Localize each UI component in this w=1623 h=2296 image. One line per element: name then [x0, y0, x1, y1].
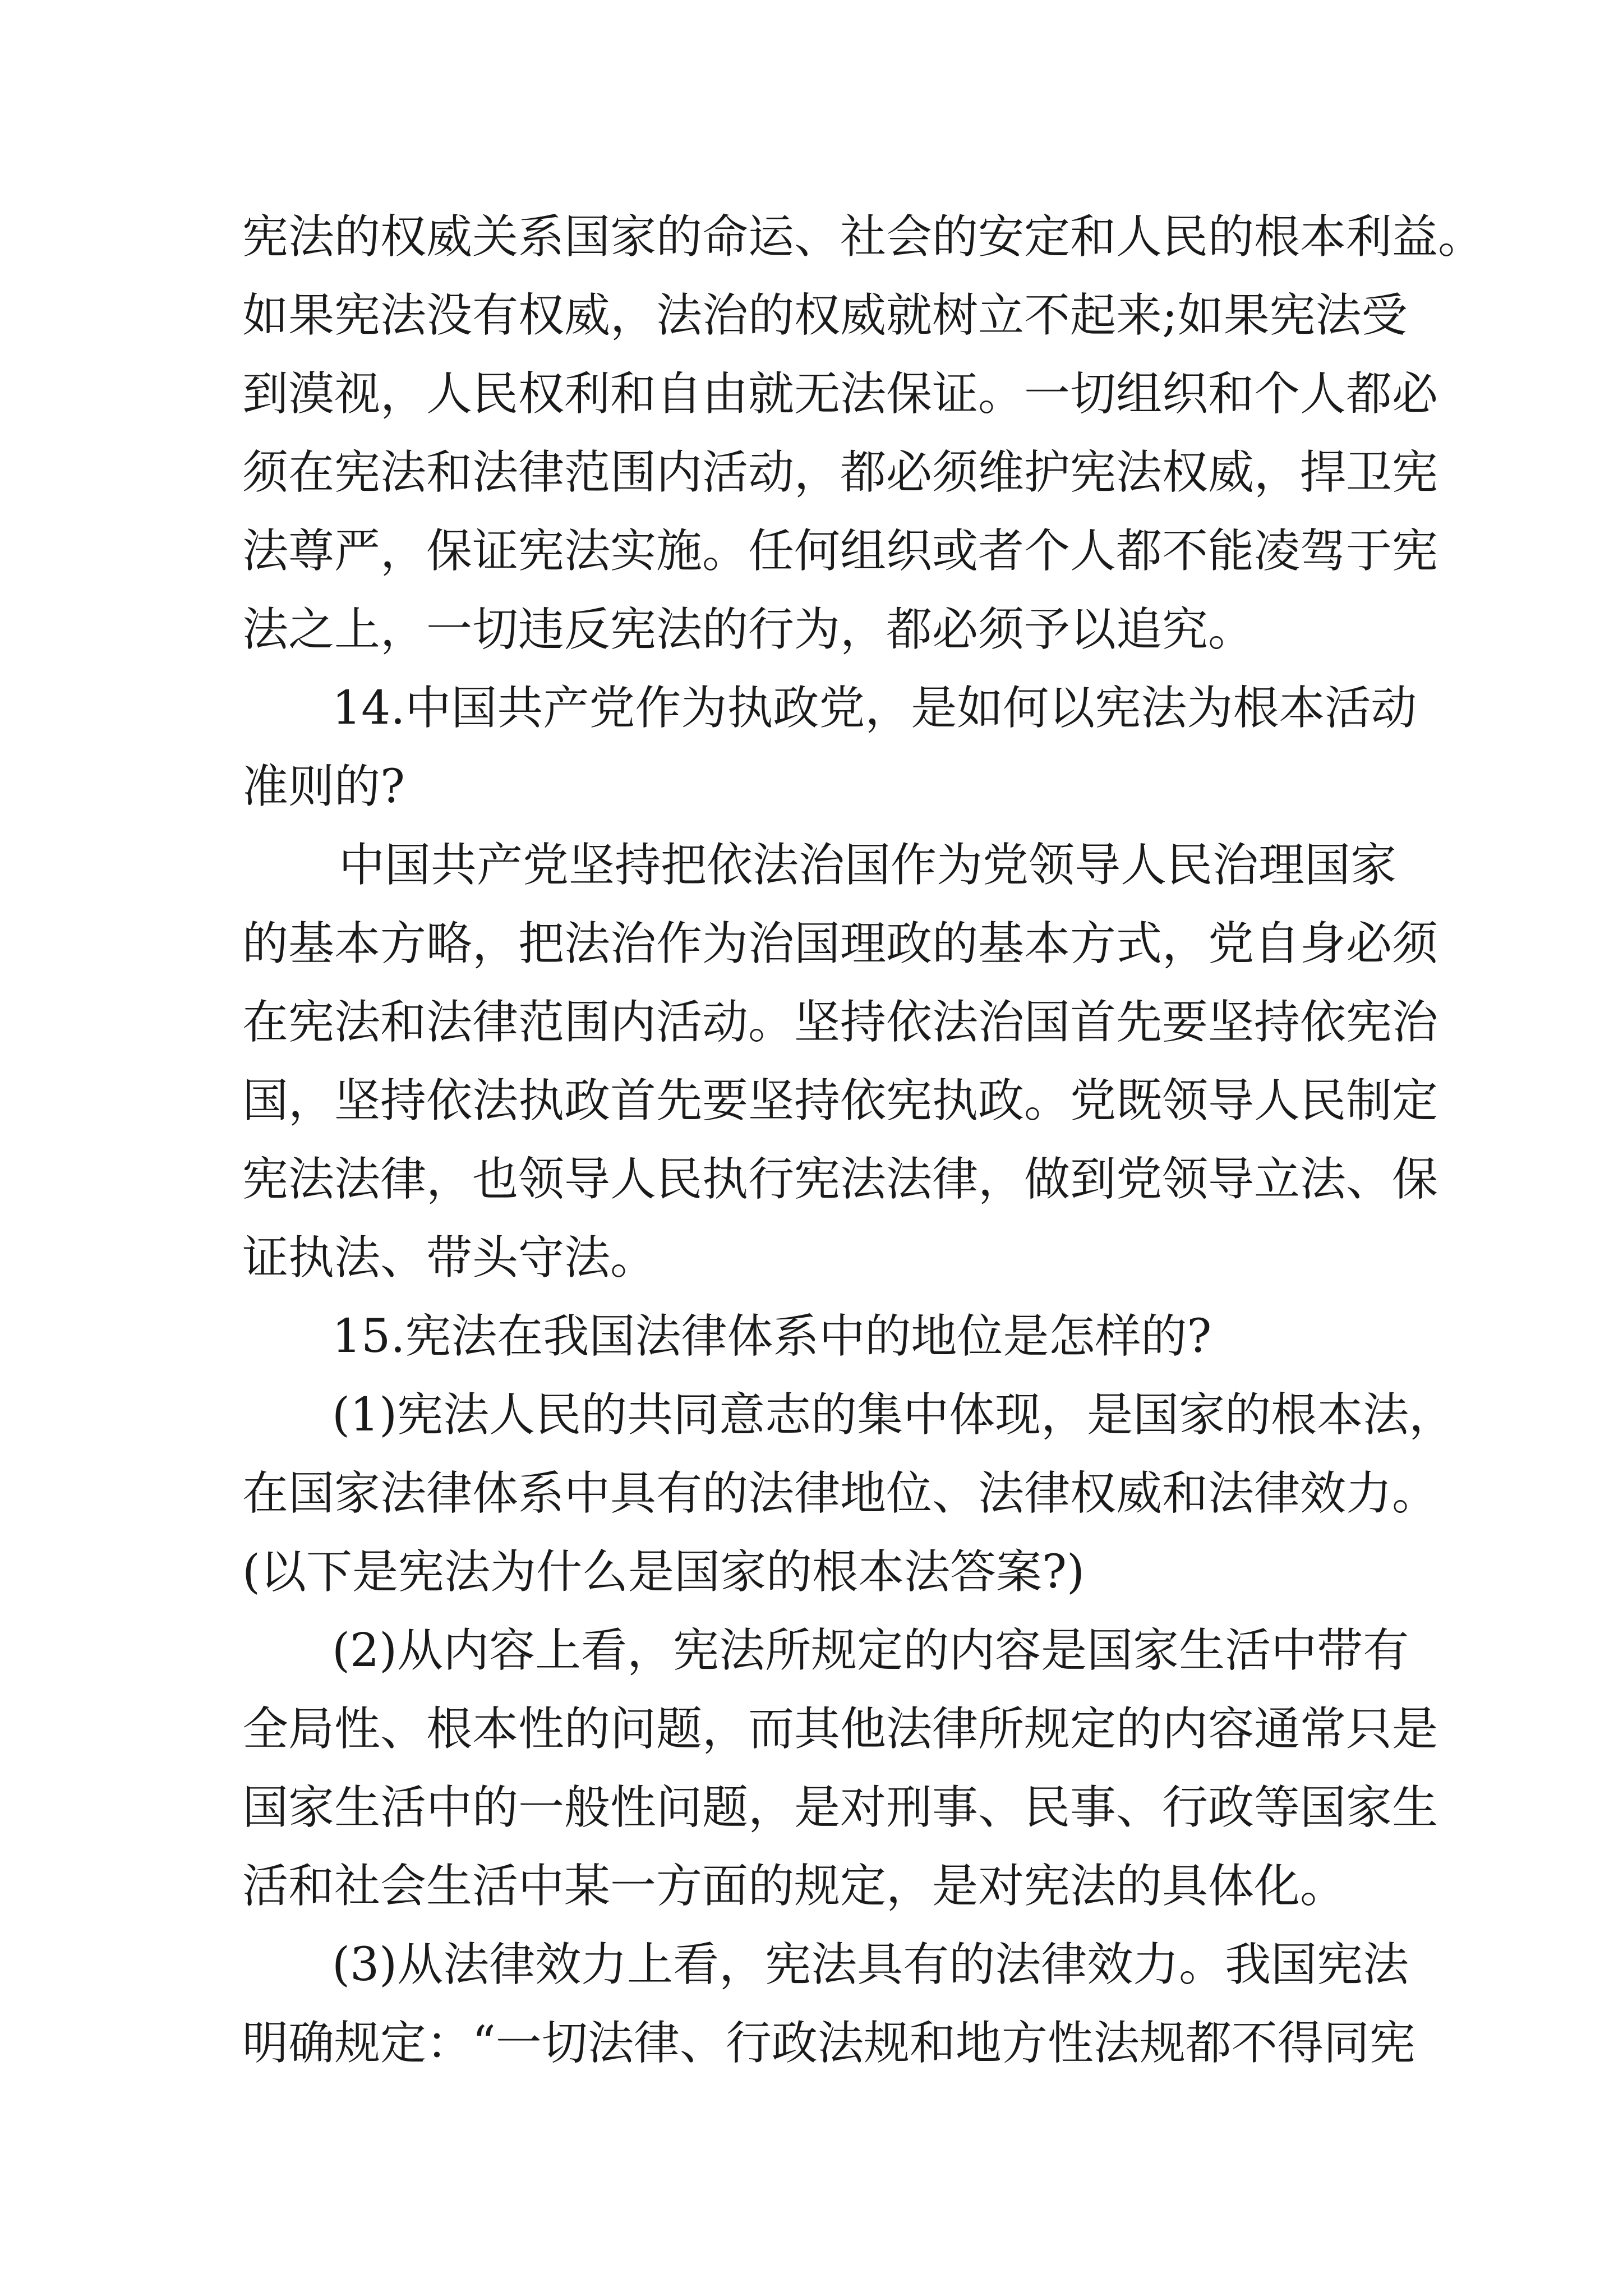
- text-line: (2)从内容上看，宪法所规定的内容是国家生活中带有: [332, 1624, 1409, 1677]
- text-line: (以下是宪法为什么是国家的根本法答案?): [242, 1545, 1085, 1599]
- text-line: 宪法法律，也领导人民执行宪法法律，做到党领导立法、保: [242, 1153, 1438, 1206]
- text-line: 宪法的权威关系国家的命运、社会的安定和人民的根本利益。: [242, 210, 1484, 264]
- text-line: 须在宪法和法律范围内活动，都必须维护宪法权威，捍卫宪: [242, 446, 1438, 499]
- text-line: 全局性、根本性的问题，而其他法律所规定的内容通常只是: [242, 1703, 1438, 1756]
- question-heading: 14.中国共产党作为执政党，是如何以宪法为根本活动: [332, 682, 1417, 735]
- text-line: 法尊严，保证宪法实施。任何组织或者个人都不能凌驾于宪: [242, 524, 1438, 578]
- text-line: 活和社会生活中某一方面的规定，是对宪法的具体化。: [242, 1860, 1347, 1913]
- text-line: 明确规定：“一切法律、行政法规和地方性法规都不得同宪: [242, 2017, 1415, 2070]
- question-heading: 15.宪法在我国法律体系中的地位是怎样的?: [332, 1310, 1212, 1363]
- text-line: 的基本方略，把法治作为治国理政的基本方式，党自身必须: [242, 917, 1438, 970]
- text-line: 如果宪法没有权威，法治的权威就树立不起来;如果宪法受: [242, 289, 1408, 342]
- question-heading: 准则的?: [242, 760, 405, 813]
- text-line: (1)宪法人民的共同意志的集中体现，是国家的根本法，: [332, 1388, 1455, 1442]
- text-line: (3)从法律效力上看，宪法具有的法律效力。我国宪法: [332, 1938, 1409, 1991]
- text-line: 中国共产党坚持把依法治国作为党领导人民治理国家: [339, 839, 1397, 892]
- text-line: 证执法、带头守法。: [242, 1231, 657, 1285]
- text-line: 在宪法和法律范围内活动。坚持依法治国首先要坚持依宪治: [242, 996, 1438, 1049]
- text-line: 在国家法律体系中具有的法律地位、法律权威和法律效力。: [242, 1467, 1438, 1520]
- text-line: 国家生活中的一般性问题，是对刑事、民事、行政等国家生: [242, 1781, 1438, 1834]
- text-line: 法之上，一切违反宪法的行为，都必须予以追究。: [242, 603, 1255, 656]
- text-line: 到漠视，人民权利和自由就无法保证。一切组织和个人都必: [242, 367, 1438, 421]
- text-line: 国，坚持依法执政首先要坚持依宪执政。党既领导人民制定: [242, 1074, 1438, 1128]
